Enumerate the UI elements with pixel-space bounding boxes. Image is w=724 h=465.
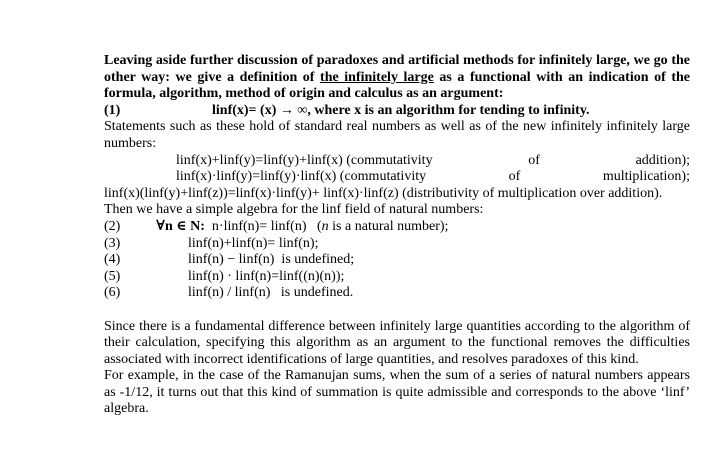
operation: multiplication);	[602, 169, 690, 185]
intro-text-before: Leaving aside further discussion of paradoxes and artificial methods for infinitely large, we go the other way: we give a definition of	[104, 53, 690, 85]
equation-number: (6)	[104, 285, 121, 301]
operation: addition);	[635, 152, 690, 168]
formula: linf(x)+linf(y)=linf(y)+linf(x) (commutativity	[176, 152, 433, 168]
equation-number: (5)	[104, 268, 121, 284]
equation-number: (1)	[104, 102, 121, 118]
equation-number: (3)	[104, 235, 121, 251]
ramanujan-paragraph: For example, in the case of the Ramanujan sums, when the sum of a series of natural numbers appears as -1/12, it turns out that this kind of summation is quite admissible and corresponds to the above ‘linf’ algebra.	[104, 368, 690, 417]
rule-2	[104, 219, 690, 236]
rule-formula: linf(n) · linf(n)=linf((n)(n));	[188, 268, 345, 284]
algebra-intro: Then we have a simple algebra for the linf field of natural numbers:	[104, 202, 484, 218]
commutativity-addition	[104, 153, 690, 170]
distributivity-line: linf(x)(linf(y)+linf(z))=linf(x)·linf(y)+ linf(x)·linf(z) (distributivity of multiplication over addition).	[104, 185, 663, 201]
rule-formula: linf(n)+linf(n)= linf(n);	[188, 235, 319, 251]
formula: linf(x)·linf(y)=linf(y)·linf(x) (commutativity	[176, 169, 427, 185]
rule-formula: ∀n ∈ N: n·linf(n)= linf(n) (n is a natural number);	[156, 218, 449, 234]
quantifier: ∀n ∈ N:	[156, 218, 205, 234]
rule-4	[104, 252, 690, 269]
rule-3	[104, 236, 690, 253]
equation-number: (4)	[104, 252, 121, 268]
intro-paragraph	[104, 53, 690, 103]
since-paragraph: Since there is a fundamental difference between infinitely large quantities according to the algorithm of their calculation, specifying this algorithm as an argument to the functional removes the difficulties associated with incorrect identifications of large quantities, and resolves paradoxes of this kind.	[104, 318, 690, 367]
document-content	[104, 53, 690, 418]
intro-text-after: as a functional with an indication of the formula, algorithm, method of origin and calculus as an argument:	[104, 69, 690, 102]
commutativity-multiplication	[104, 169, 690, 186]
rule-formula: linf(n) − linf(n) is undefined;	[188, 252, 355, 268]
definition-formula: linf(x)= (x) → ∞, where x is an algorithm for tending to infinity.	[212, 102, 590, 118]
rule-6	[104, 285, 690, 302]
statements-paragraph: Statements such as these hold of standard real numbers as well as of the new infinitely infinitely large numbers:	[104, 119, 690, 151]
infinitely-large-term: the infinitely large	[320, 69, 434, 85]
word-of: of	[508, 169, 521, 185]
rule-formula: linf(n) / linf(n) is undefined.	[188, 285, 354, 301]
definition-1	[104, 103, 690, 120]
word-of: of	[528, 152, 540, 168]
equation-number: (2)	[104, 218, 121, 234]
rule-5	[104, 269, 690, 286]
